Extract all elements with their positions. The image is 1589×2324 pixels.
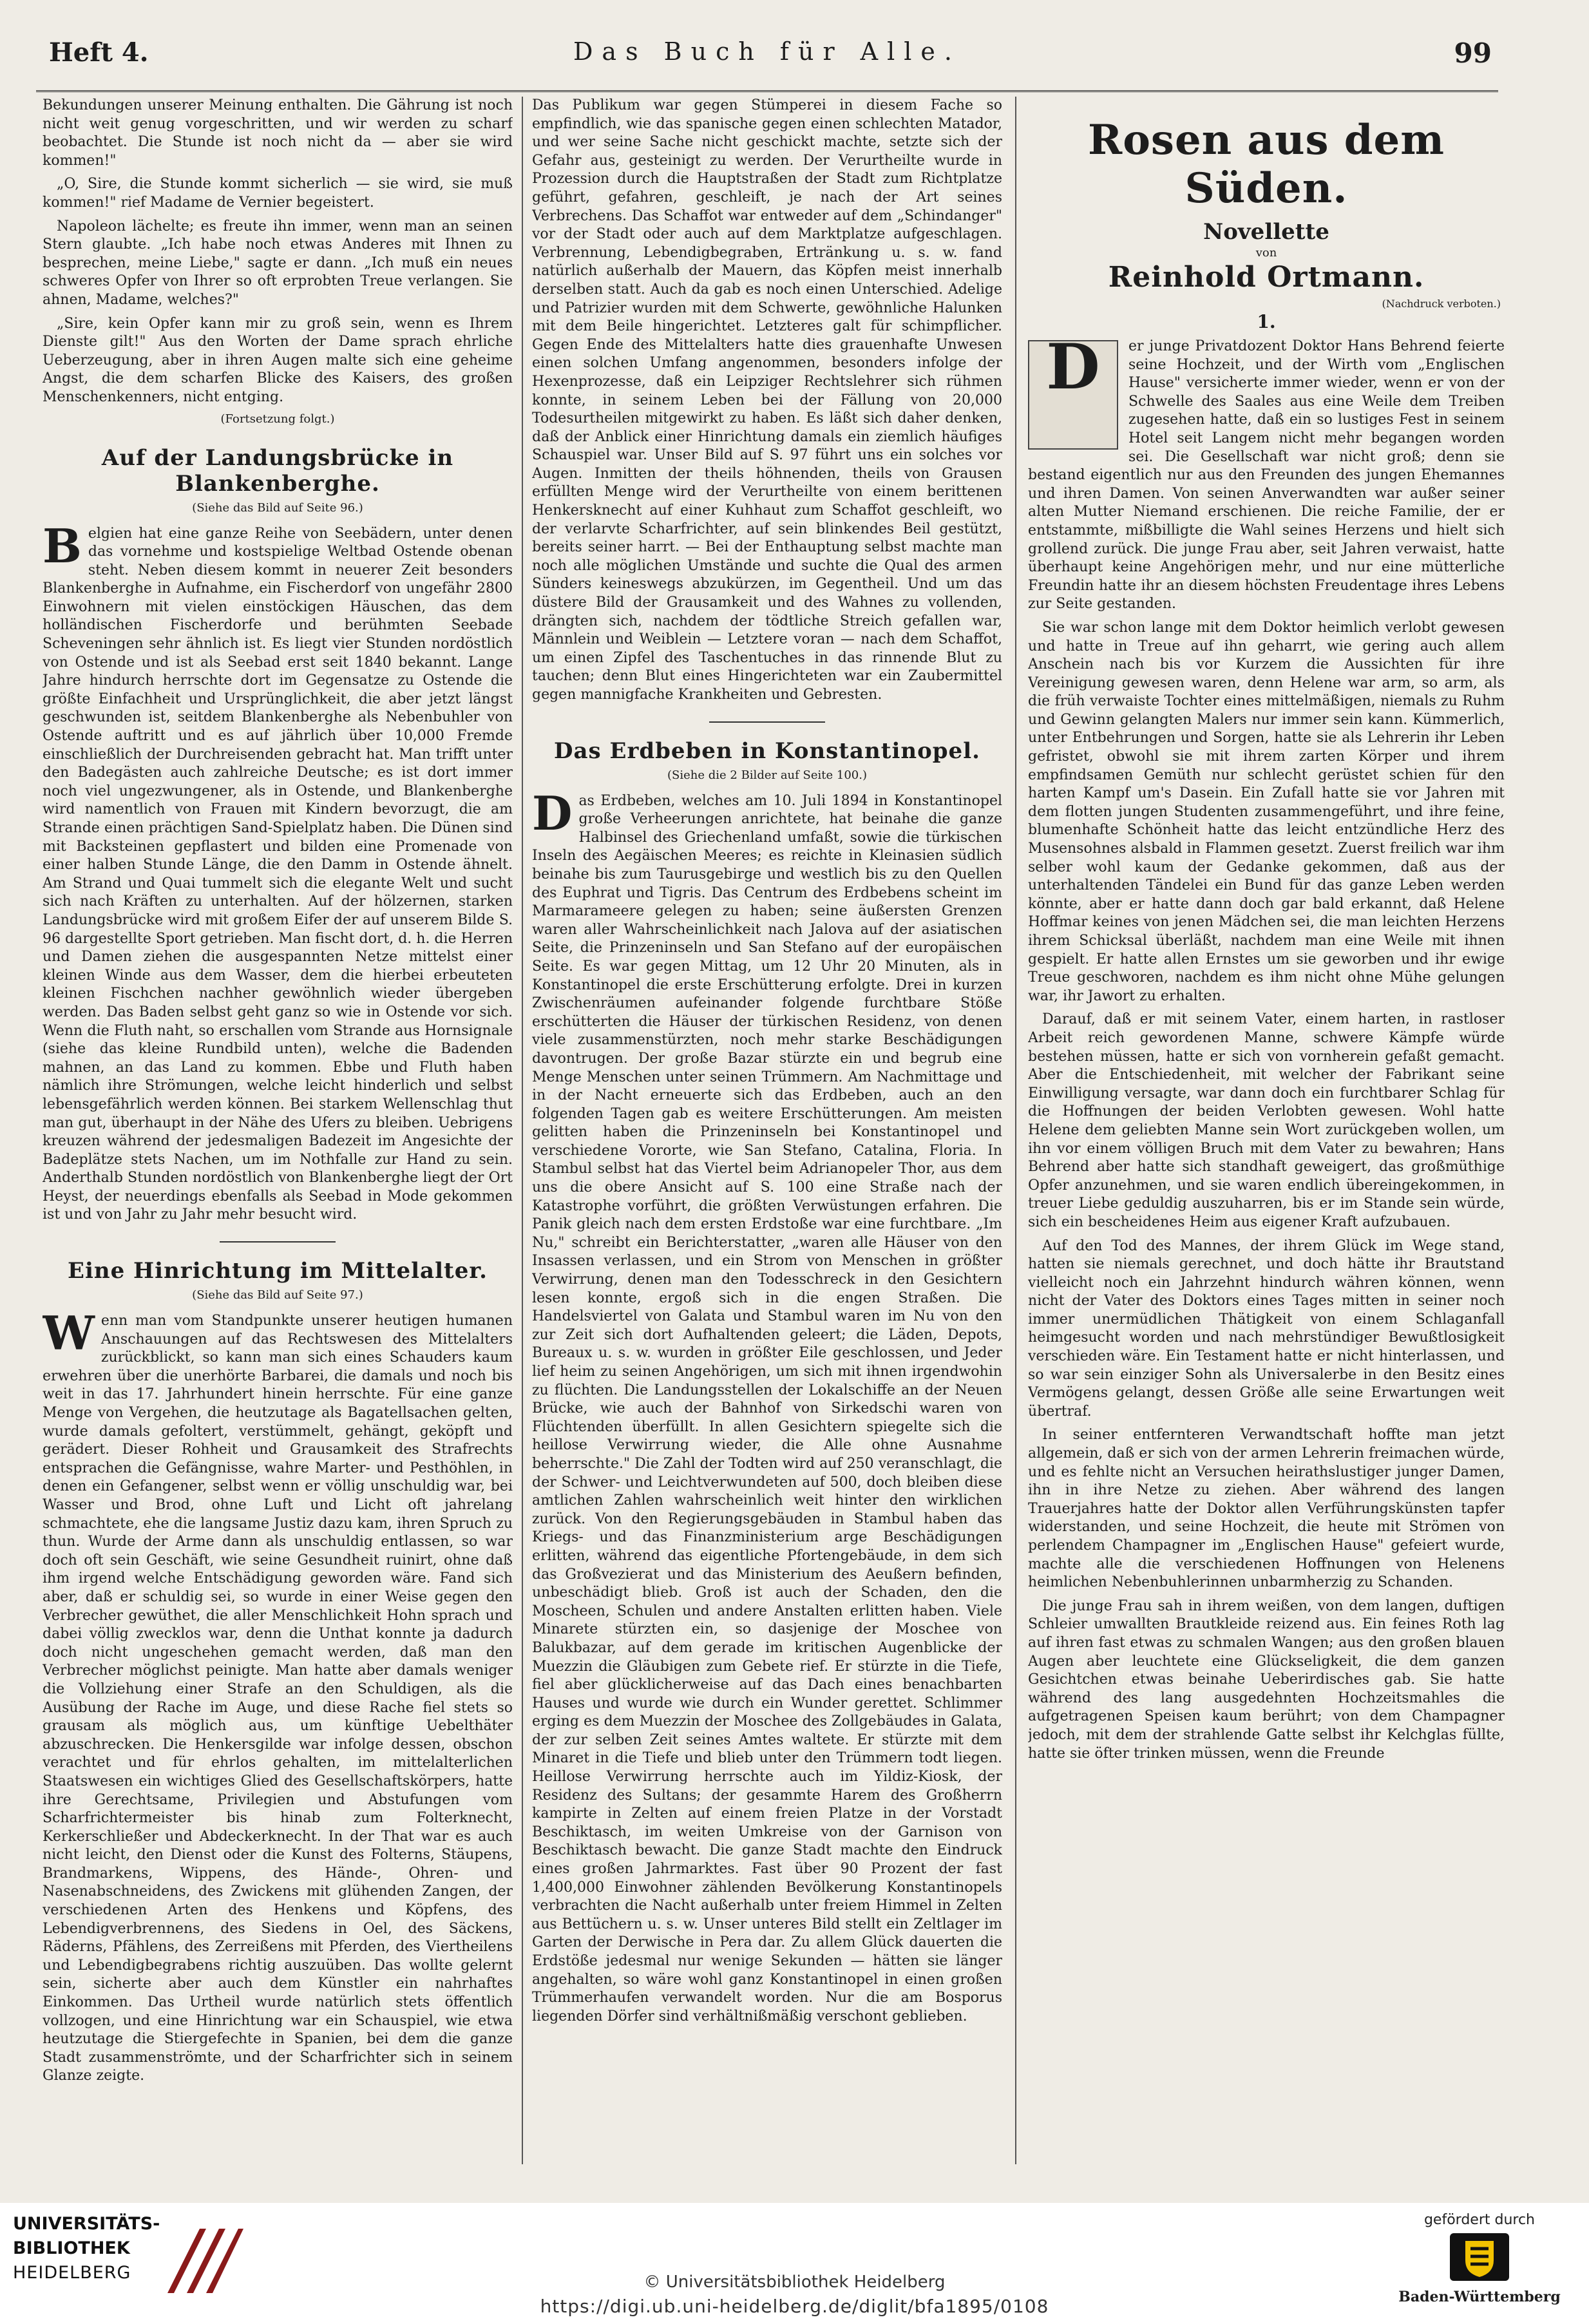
section-divider (709, 721, 825, 723)
image-reference: (Siehe das Bild auf Seite 97.) (192, 1288, 363, 1302)
paragraph (43, 518, 513, 1225)
paragraph: Sie war schon lange mit dem Doktor heimlich verlobt gewesen und hatte in Treue auf ihn geharrt, wie gering auch allem Anschein nach bis vor Kurzem die Aussichten für ihre Vereinigung gewesen waren, denn Helene war arm, so arm, als die früh verwaiste Tochter eines mittelmäßigen, niemals zu Ruhm und Gewinn gelangten Malers nur immer sein kann. Kümmerlich, unter Entbehrungen und Sorgen, hatte sie als Lehrerin ihr Leben gefristet, obwohl sie mit ihrem zarten Körper und ihrem empfindsamen Gemüth nur schlecht gerüstet schien für den harten Kampf um's Dasein. Ein Zufall hatte sie vor Jahren mit dem flotten jungen Studenten zusammengeführt, und ihre feine, blumenhafte Schönheit hatte das leicht entzündliche Herz des Musensohnes alsbald in Flammen gesetzt. Zuerst freilich war ihm selber wohl kaum der Gedanke gekommen, daß aus der unterhaltenden Tändelei ein Bund für das ganze Leben werden könnte, aber er hatte dann doch gar bald erkannt, daß Helene Hoffmar keines von jenen Mädchen sei, die man leichten Herzens ihrem Schicksal überläßt, nachdem man eine Weile mit ihnen gespielt. Er hatte allen Ernstes um sie geworben und ihr ewige Treue geschworen, nachdem es ihm nicht ohne Mühe gelungen war, ihr Jawort zu erhalten. (1028, 619, 1505, 1004)
page-number: 99 (1454, 37, 1492, 69)
column-3 (1028, 97, 1505, 2196)
drop-cap: B (43, 518, 82, 573)
paragraph-text: as Erdbeben, welches am 10. Juli 1894 in Konstantinopel große Verheerungen anrichtete, hat beinahe die ganze Halbinsel des Griechenland umfaßt, sowie die türkischen Inseln des Aegäischen Meeres; es reichte in Kleinasien südlich beinahe bis zum Taurusgebirge und westlich bis zu den Quellen des Euphrat und Tigris. Das Centrum des Erdbebens scheint im Marmarameere gelegen zu haben; seine äußersten Grenzen waren aller Wahrscheinlichkeit nach Jalova auf der asiatischen Seite, die Prinzeninseln und San Stefano auf der europäischen Seite. Es war gegen Mittag, um 12 Uhr 20 Minuten, als in Konstantinopel die erste Erschütterung erfolgte. Drei in kurzen Zwischenräumen aufeinander folgende furchtbare Stöße erschütterten die Häuser der türkischen Residenz, von denen viele zusammenstürzten, noch mehr starke Beschädigungen davontrugen. Der große Bazar stürzte ein und begrub eine Menge Menschen unter seinen Trümmern. Am Nachmittage und in der Nacht erneuerte sich das Erdbeben, auch an den folgenden Tagen gab es weitere Erschütterungen. Am meisten gelitten haben die Prinzeninseln bei Konstantinopel und verschiedene Vororte, wie San Stefano, Catalina, Floria. In Stambul selbst hat das Viertel beim Adrianopeler Thor, aus dem uns die obere Ansicht auf S. 100 eine Straße nach der Katastrophe vorführt, die größten Verwüstungen erfahren. Die Panik gleich nach dem ersten Erdstoße war eine furchtbare. „Im Nu," schreibt ein Berichterstatter, „waren alle Häuser von den Insassen verlassen, und ein Strom von Menschen in größter Verwirrung, denen man den Todesschreck in den Gesichtern lesen konnte, ergoß sich in die engen Straßen. Die Handelsviertel von Galata und Stambul waren im Nu von den zur Zeit sich dort Aufhaltenden geleert; die Läden, Depots, Bureaux u. s. w. wurden in größter Eile geschlossen, und Jeder lief heim zu seinen Angehörigen, um sich mit ihnen irgendwohin zu flüchten. Die Landungsstellen der Lokalschiffe an der Neuen Brücke, wie auch der Bahnhof von Sirkedschi waren von Flüchtenden überfüllt. In allen Gesichtern spiegelte sich die heillose Verwirrung wieder, die Alle ohne Ausnahme beherrschte." Die Zahl der Todten wird auf 250 veranschlagt, die der Schwer- und Leichtverwundeten auf 500, doch bleiben diese amtlichen Zahlen wahrscheinlich weit hinter den wirklichen zurück. Von den Regierungsgebäuden in Stambul haben das Kriegs- und das Finanzministerium arge Beschädigungen erlitten, während das eigentliche Pfortengebäude, in dem sich das Großvezierat und das Ministerium des Aeußern befinden, unbeschädigt blieb. Groß ist auch der Schaden, den die Moscheen, Schulen und andere Anstalten erlitten haben. Viele Minarete stürzten ein, so dasjenige der Moschee von Balukbazar, auf dem gerade im kritischen Augenblicke der Muezzin die Gläubigen zum Gebete rief. Er stürzte in die Tiefe, fiel aber glücklicherweise auf das Dach eines benachbarten Hauses und wurde wie durch ein Wunder gerettet. Schlimmer erging es dem Muezzin der Moschee des Zollgebäudes in Galata, der zur selben Zeit seines Amtes waltete. Er stürzte mit dem Minaret in die Tiefe und blieb unter den Trümmern todt liegen. Heillose Verwirrung herrschte auch im Yildiz-Kiosk, der Residenz des Sultans; der gesammte Harem des Großherrn kampirte in Zelten auf einem freien Platze in der Vorstadt Beschiktasch, im weiten Umkreise von der Garnison von Beschiktasch bewacht. Die ganze Stadt machte den Eindruck eines großen Jahrmarktes. Fast über 90 Prozent der fast 1,400,000 Einwohner zählenden Bevölkerung Konstantinopels verbrachten die Nacht außerhalb unter freiem Himmel in Zelten aus Bettüchern u. s. w. Unser unteres Bild stellt ein Zeltlager im Garten der Derwische in Pera dar. Zu allem Glück dauerten die Erdstöße jedesmal nur wenige Sekunden — hätten sie länger angehalten, so wäre wohl ganz Konstantinopel in einen großen Trümmerhaufen verwandelt worden. Nur die am Bosporus liegenden Dörfer sind verhältnißmäßig verschont geblieben. (532, 792, 1002, 2024)
page-header (36, 26, 1498, 92)
story-title: Rosen aus dem Süden. (1088, 116, 1445, 213)
chapter-number: 1. (1257, 311, 1276, 332)
section-title-erdbeben: Das Erdbeben in Konstantinopel. (554, 738, 980, 764)
paragraph (1028, 330, 1505, 614)
digitization-footer (0, 2203, 1589, 2324)
drop-cap: W (43, 1306, 95, 1361)
image-reference: (Siehe die 2 Bilder auf Seite 100.) (667, 768, 867, 782)
paragraph: Napoleon lächelte; es freute ihn immer, wenn man an seinen Stern glaubte. „Ich habe noch etwas Anderes mit Ihnen zu besprechen, meine Liebe," sagte er dann. „Ich muß ein neues schweres Opfer von Ihrer so oft erprobten Treue verlangen. Sie ahnen, Madame, welches?" (43, 218, 513, 308)
column-rule (522, 97, 523, 2164)
drop-cap: D (532, 785, 573, 841)
image-reference: (Siehe das Bild auf Seite 96.) (192, 500, 363, 515)
section-title-blankenberghe: Auf der Landungsbrücke in Blankenberghe. (101, 444, 454, 497)
logo-line: UNIVERSITÄTS- (13, 2214, 160, 2234)
column-1 (43, 97, 513, 2196)
permalink-url[interactable]: https://digi.ub.uni-heidelberg.de/diglit/bfa1895/0108 (540, 2296, 1049, 2317)
paragraph: Bekundungen unserer Meinung enthalten. Die Gährung ist noch nicht weit genug vorgeschritten, und wir werden zu scharf beobachtet. Die Stunde ist noch nicht da — aber sie wird kommen!" (43, 97, 513, 169)
sponsor-label: gefördert durch (1423, 2212, 1536, 2228)
column-rule (1015, 97, 1016, 2164)
reprint-note: (Nachdruck verboten.) (1382, 298, 1501, 310)
section-divider (220, 1241, 336, 1243)
continuation-note: (Fortsetzung folgt.) (220, 412, 335, 426)
logo-line: HEIDELBERG (13, 2263, 131, 2283)
paragraph (43, 1306, 513, 2086)
paragraph: Auf den Tod des Mannes, der ihrem Glück im Wege stand, hatten sie niemals gerechnet, und doch hätte ihr Brautstand vielleicht noch ein Jahrzehnt hindurch währen können, wenn nicht der Vater des Doktors eines Tages mitten in seiner noch immer unermüdlichen Thätigkeit von einem Schlaganfall heimgesucht worden und nach mehrstündiger Bewußtlosigkeit verschieden wäre. Ein Testament hatte er nicht hinterlassen, und so war sein einziger Sohn als Universalerbe in den Besitz eines Vermögens gelangt, dessen Größe alle seine Erwartungen weit übertraf. (1028, 1237, 1505, 1420)
paragraph: Das Publikum war gegen Stümperei in diesem Fache so empfindlich, wie das spanische gegen einen schlechten Matador, und wer seine Sache nicht geschickt machte, setzte sich der Gefahr aus, gesteinigt zu werden. Der Verurtheilte wurde in Prozession durch die Hauptstraßen der Stadt zum Richtplatze geführt, gefahren, geschleift, je nach der Art seines Verbrechens. Das Schaffot war entweder auf dem „Schindanger" vor der Stadt oder auch auf dem Marktplatze aufgeschlagen. Verbrennung, Lebendigbegraben, Ertränkung u. s. w. fand natürlich außerhalb der Mauern, das Köpfen meist innerhalb derselben statt. Auch da gab es noch einen Unterschied. Adelige und Patrizier wurden mit dem Schwerte, gewöhnliche Halunken mit dem Beile hingerichtet. Letzteres galt für schimpflicher. Gegen Ende des Mittelalters hatte dies grauenhafte Unwesen einen solchen Umfang angenommen, besonders infolge der Hexenprozesse, daß ein Leipziger Rechtslehrer sich rühmen konnte, in seinem Leben bei der Fällung von 20,000 Todesurtheilen mitgewirkt zu haben. Es läßt sich daher denken, daß der Anblick einer Hinrichtung damals ein ziemlich häufiges Schauspiel war. Unser Bild auf S. 97 führt uns ein solches vor Augen. Inmitten der theils höhnenden, theils von Grausen erfüllten Menge wird der Verurtheilte von einem berittenen Henkersknecht auf einer Kuhhaut zum Schaffot geschleift, wo der verlarvte Scharfrichter, auf sein blinkendes Beil gestützt, bereits seiner harrt. — Bei der Enthauptung selbst machte man noch alle möglichen Umstände und suchte die Qual des armen Sünders keineswegs abzukürzen, im Gegentheil. Und um das düstere Bild der Grausamkeit und des Wahnes zu vollenden, drängten sich, nachdem der tödtliche Streich gefallen war, Männlein und Weiblein — Letztere voran — nach dem Schaffot, um einen Zipfel des Taschentuches in das rinnende Blut zu tauchen; denn Blut eines Hingerichteten war ein Zaubermittel gegen mannigfache Krankheiten und Gebresten. (532, 97, 1002, 703)
section-title-hinrichtung: Eine Hinrichtung im Mittelalter. (68, 1258, 488, 1284)
sponsor-name: Baden-Württemberg (1398, 2289, 1561, 2305)
paragraph: „O, Sire, die Stunde kommt sicherlich — sie wird, sie muß kommen!" rief Madame de Vernier begeistert. (43, 176, 513, 211)
copyright-notice: © Universitätsbibliothek Heidelberg (643, 2272, 946, 2292)
paragraph: In seiner entfernteren Verwandtschaft hoffte man jetzt allgemein, daß er sich von der armen Lehrerin freimachen würde, und es fehlte nicht an Versuchen heirathslustiger junger Damen, ihn in ihre Netze zu ziehen. Aber während des langen Trauerjahres hatte der Doktor allen Verführungskünsten tapfer widerstanden, und seine Hochzeit, die heute mit Strömen von perlendem Champagner im „Englischen Hause" gefeiert wurde, machte alle die verschiedenen Hoffnungen von Helenens heimlichen Nebenbuhlerinnen unbarmherzig zu Schanden. (1028, 1427, 1505, 1591)
issue-number: Heft 4. (49, 37, 149, 68)
paragraph: „Sire, kein Opfer kann mir zu groß sein, wenn es Ihrem Dienste gilt!" Aus den Worten der Dame sprach ehrliche Ueberzeugung, aber in ihren Augen malte sich eine geheime Angst, die dem scharfen Blicke des Kaisers, des großen Menschenkenners, nicht entging. (43, 315, 513, 405)
paragraph: Die junge Frau sah in ihrem weißen, von dem langen, duftigen Schleier umwallten Brautkleide reizend aus. Ein feines Roth lag auf ihren fast etwas zu schmalen Wangen; aus den großen blauen Augen aber leuchtete eine Glückseligkeit, die dem ganzen Gesichtchen etwas beinahe Ueberirdisches gab. Sie hatte während des lang ausgedehnten Hochzeitsmahles die aufgetragenen Speisen kaum berührt; von dem Champagner jedoch, mit dem der strahlende Gatte selbst ihr Kelchglas füllte, hatte sie öfter trinken müssen, wenn die Freunde (1028, 1597, 1505, 1762)
paragraph-text: elgien hat eine ganze Reihe von Seebädern, unter denen das vornehme und kostspielige Weltbad Ostende obenan steht. Neben diesem kommt in neuerer Zeit besonders Blankenberghe in Aufnahme, ein Fischerdorf von ungefähr 2800 Einwohnern mit vielen einstöckigen Häuschen, das dem holländischen Fischerdorfe und berühmten Seebade Scheveningen sehr ähnlich ist. Es liegt vier Stunden nordöstlich von Ostende und ist als Seebad erst seit 1840 bekannt. Lange Jahre hindurch herrschte dort im Gegensatze zu Ostende die größte Einfachheit und Ursprünglichkeit, die aber jetzt längst geschwunden ist, seitdem Blankenberghe als Nebenbuhler von Ostende auftritt und es auf jährlich über 10,000 Fremde einschließlich der Durchreisenden gebracht hat. Man trifft unter den Badegästen auch zahlreiche Deutsche; es ist dort immer noch viel ungezwungener, als in Ostende, und Blankenberghe wird namentlich von Frauen mit Kindern bevorzugt, die am Strande einen prächtigen Sand-Spielplatz haben. Die Dünen sind mit Backsteinen gepflastert und bilden eine Promenade von einer halben Stunde Länge, die den Damm in Ostende ähnelt. Am Strand und Quai tummelt sich die elegante Welt und sucht sich nach Kräften zu unterhalten. Auf der hölzernen, starken Landungsbrücke wird mit großem Eifer der auf unserem Bilde S. 96 dargestellte Sport getrieben. Man fischt dort, d. h. die Herren und Damen ziehen die ausgespannten Netze mittelst einer kleinen Winde aus dem Wasser, dem die hierbei erbeuteten kleinen Fischchen nachher gewöhnlich wieder übergeben werden. Das Baden selbst geht ganz so wie in Ostende vor sich. Wenn die Fluth naht, so erschallen vom Strande aus Hornsignale (siehe das kleine Rundbild unten), welche die Badenden mahnen, an das Land zu kommen. Ebbe und Fluth haben nämlich ihre Strömungen, welche leicht hinderlich und selbst lebensgefährlich werden können. Bei starkem Wellenschlag thut man gut, überhaupt in der Nähe des Ufers zu bleiben. Uebrigens kreuzen während der jedesmaligen Badezeit im Angesichte der Badeplätze stets Nachen, um im Nothfalle zur Hand zu sein. Anderthalb Stunden nordöstlich von Blankenberghe liegt der Ort Heyst, der neuerdings ebenfalls als Seebad in Mode gekommen ist und von Jahr zu Jahr mehr besucht wird. (43, 525, 513, 1223)
journal-title: Das Buch für Alle. (573, 37, 962, 66)
column-2 (532, 97, 1002, 2196)
drop-cap-letter: D (1046, 330, 1100, 403)
ornamental-drop-cap (1028, 330, 1118, 450)
story-author: Reinhold Ortmann. (1108, 261, 1425, 294)
paragraph: Darauf, daß er mit seinem Vater, einem harten, in rastloser Arbeit reich gewordenen Manne, schwere Kämpfe würde bestehen müssen, hatte er sich von vornherein gefaßt gemacht. Aber die Entschiedenheit, mit welcher der Fabrikant seine Einwilligung versagte, war dann doch ein furchtbarer Schlag für die Hoffnungen der beiden Verlobten gewesen. Wohl hatte Helene dem geliebten Manne sein Wort zurückgeben wollen, um ihn vor einem völligen Bruch mit dem Vater zu bewahren; Hans Behrend aber hatte sich standhaft geweigert, das großmüthige Opfer anzunehmen, und sie waren endlich übereingekommen, in treuer Liebe geduldig auszuharren, bis er im Stande sein würde, sich ein bescheidenes Heim aus eigener Kraft aufzubauen. (1028, 1011, 1505, 1230)
logo-line: BIBLIOTHEK (13, 2238, 130, 2258)
story-genre: Novellette (1203, 219, 1329, 245)
paragraph-text: er junge Privatdozent Doktor Hans Behrend feierte seine Hochzeit, und der Wirth vom „Englischen Hause" versicherte immer wieder, wenn er von der Schwelle des Saales aus eine Weile dem Treiben zugesehen hatte, daß ein so lustiges Fest in seinem Hotel seit Langem nicht mehr begangen worden sei. Die Gesellschaft war nicht groß; denn sie bestand eigentlich nur aus den Freunden des jungen Ehemannes und ihren Damen. Von seinen Anverwandten war außer seiner alten Mutter Niemand erschienen. Die reiche Familie, der er entstammte, mißbilligte die Wahl seines Herzens und hielt sich grollend zurück. Die junge Frau aber, seit Jahren verwaist, hatte überhaupt keine Angehörigen mehr, und nur eine mütterliche Freundin hatte ihr an diesem höchsten Freudentage ihres Lebens zur Seite gestanden. (1028, 338, 1505, 613)
paragraph-text: enn man vom Standpunkte unserer heutigen humanen Anschauungen auf das Rechtswesen des Mittelalters zurückblickt, so kann man sich eines Schauders kaum erwehren über die unerhörte Barbarei, die damals und noch bis weit in das 17. Jahrhundert hinein herrschte. Für eine ganze Menge von Vergehen, die heutzutage als Bagatellsachen gelten, wurde damals gefoltert, verstümmelt, gehängt, geköpft und gerädert. Dieser Rohheit und Grausamkeit des Strafrechts entsprachen die Gefängnisse, wahre Marter- und Pesthöhlen, in denen ein Gefangener, selbst wenn er völlig unschuldig war, bei Wasser und Brod, ohne Luft und Licht oft jahrelang schmachtete, ehe die langsame Justiz dazu kam, ihren Spruch zu thun. Wurde der Arme dann als unschuldig entlassen, so war doch oft sein Geschäft, wie seine Gesundheit ruinirt, ohne daß ihm irgend welche Entschädigung geworden wäre. Fand sich aber, daß er schuldig sei, so wurde in einer Weise gegen den Verbrecher gewüthet, die aller Menschlichkeit Hohn sprach und dabei völlig zwecklos war, denn die Unthat konnte ja dadurch doch nicht ungeschehen gemacht werden, daß man den Verbrecher möglichst peinigte. Man hatte aber damals weniger die Vollziehung einer Strafe an den Schuldigen, als die Ausübung der Rache im Auge, und diese Rache fiel stets so grausam als möglich aus, um künftige Uebelthäter abzuschrecken. Die Henkersgilde war infolge dessen, obschon verachtet und für ehrlos gehalten, im mittelalterlichen Staatswesen ein wichtiges Glied des Gesellschaftskörpers, hatte ihre Gerechtsame, Privilegien und Abstufungen vom Scharfrichtermeister bis hinab zum Folterknecht, Kerkerschließer und Abdeckerknecht. In der That war es auch nicht leicht, den Dienst oder die Kunst des Folterns, Stäupens, Brandmarkens, Wippens, des Hände-, Ohren- und Nasenabschneidens, des Zwickens mit glühenden Zangen, der verschiedenen Arten des Henkens und Köpfens, des Lebendigverbrennens, des Siedens in Oel, des Säckens, Räderns, Pfählens, des Zerreißens mit Pferden, des Viertheilens und Lebendigbegrabens richtig auszuüben. Das wollte gelernt sein, sicherte aber auch dem Künstler ein nahrhaftes Einkommen. Das Urtheil wurde natürlich stets öffentlich vollzogen, und eine Hinrichtung war ein Schauspiel, wie etwa heutzutage die Stiergefechte in Spanien, bei dem die ganze Stadt zusammenströmte, und der Scharfrichter sich in seinem Glanze zeigte. (43, 1313, 513, 2084)
byline-von: von (1255, 246, 1277, 260)
paragraph (532, 785, 1002, 2026)
sponsor-block (1396, 2212, 1563, 2305)
coat-of-arms-icon (1449, 2232, 1510, 2282)
